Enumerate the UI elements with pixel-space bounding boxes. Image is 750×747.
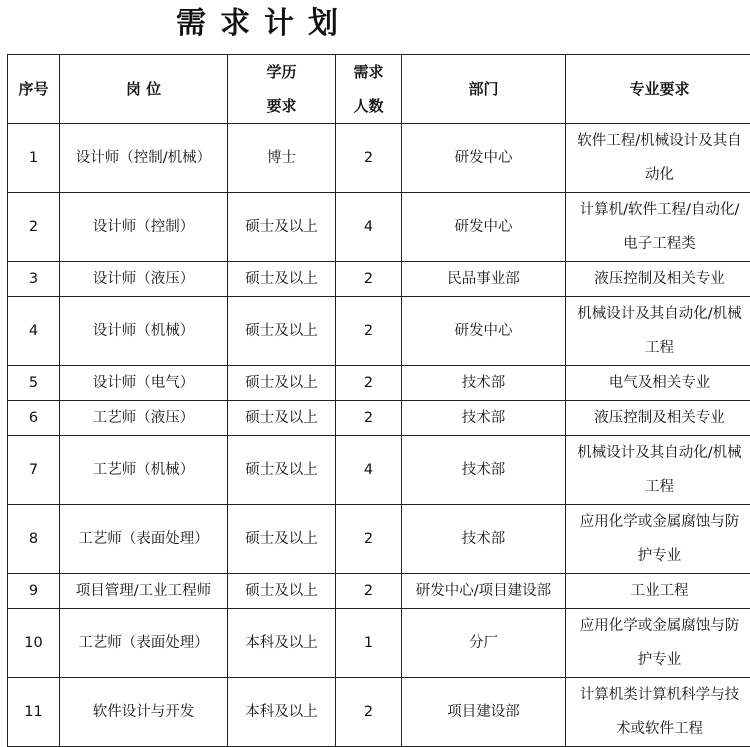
cell-major-line2: 护专业	[638, 548, 682, 564]
cell-position: 设计师（控制）	[60, 193, 228, 262]
cell-index: 6	[8, 401, 60, 436]
cell-position: 项目管理/工业工程师	[60, 574, 228, 609]
cell-index: 11	[8, 678, 60, 747]
header-demand-line2: 人数	[353, 97, 383, 115]
cell-department: 技术部	[402, 401, 566, 436]
header-row	[8, 55, 750, 124]
cell-education: 硕士及以上	[228, 505, 336, 574]
cell-education: 本科及以上	[228, 678, 336, 747]
cell-department: 民品事业部	[402, 262, 566, 297]
cell-major-line2: 工程	[645, 479, 674, 495]
cell-department: 技术部	[402, 436, 566, 505]
header-department: 部门	[402, 55, 566, 124]
cell-department: 技术部	[402, 366, 566, 401]
cell-major	[566, 609, 750, 678]
cell-major	[566, 505, 750, 574]
cell-position: 工艺师（机械）	[60, 436, 228, 505]
header-position: 岗 位	[60, 55, 228, 124]
cell-major-line1: 应用化学或金属腐蚀与防	[580, 618, 740, 634]
cell-department: 分厂	[402, 609, 566, 678]
cell-index: 8	[8, 505, 60, 574]
cell-education: 硕士及以上	[228, 262, 336, 297]
cell-major-line1: 计算机/软件工程/自动化/	[580, 202, 740, 218]
table-row	[8, 609, 750, 678]
cell-major-line1: 应用化学或金属腐蚀与防	[580, 514, 740, 530]
cell-demand: 4	[336, 193, 402, 262]
cell-demand: 2	[336, 574, 402, 609]
header-demand	[336, 55, 402, 124]
cell-department: 技术部	[402, 505, 566, 574]
cell-demand: 2	[336, 297, 402, 366]
table-row	[8, 505, 750, 574]
cell-major: 液压控制及相关专业	[566, 262, 750, 297]
header-education-line2: 要求	[266, 97, 296, 115]
cell-education: 硕士及以上	[228, 366, 336, 401]
cell-major-line2: 电子工程类	[623, 236, 696, 252]
cell-major: 电气及相关专业	[566, 366, 750, 401]
header-education	[228, 55, 336, 124]
cell-education: 本科及以上	[228, 609, 336, 678]
table-row	[8, 401, 750, 436]
cell-major-line1: 计算机类计算机科学与技	[580, 687, 740, 703]
cell-education: 硕士及以上	[228, 401, 336, 436]
table-row	[8, 124, 750, 193]
cell-education: 硕士及以上	[228, 574, 336, 609]
cell-major	[566, 124, 750, 193]
page-title: 需求计划	[176, 2, 352, 46]
cell-major-line1: 机械设计及其自动化/机械	[577, 445, 741, 461]
cell-position: 设计师（控制/机械）	[60, 124, 228, 193]
cell-demand: 2	[336, 366, 402, 401]
cell-demand: 2	[336, 678, 402, 747]
cell-major-line1: 机械设计及其自动化/机械	[577, 306, 741, 322]
cell-major-line2: 术或软件工程	[616, 721, 703, 737]
cell-major	[566, 436, 750, 505]
table-row	[8, 574, 750, 609]
cell-position: 设计师（机械）	[60, 297, 228, 366]
table-row	[8, 366, 750, 401]
header-education-line1: 学历	[266, 63, 296, 81]
cell-index: 4	[8, 297, 60, 366]
cell-position: 工艺师（表面处理）	[60, 609, 228, 678]
cell-department: 研发中心	[402, 193, 566, 262]
cell-index: 7	[8, 436, 60, 505]
cell-major	[566, 193, 750, 262]
cell-demand: 2	[336, 124, 402, 193]
table-row	[8, 436, 750, 505]
cell-demand: 4	[336, 436, 402, 505]
cell-demand: 1	[336, 609, 402, 678]
cell-demand: 2	[336, 401, 402, 436]
cell-education: 硕士及以上	[228, 436, 336, 505]
cell-department: 项目建设部	[402, 678, 566, 747]
header-index: 序号	[8, 55, 60, 124]
cell-major	[566, 678, 750, 747]
table-row	[8, 678, 750, 747]
cell-position: 软件设计与开发	[60, 678, 228, 747]
cell-education: 硕士及以上	[228, 193, 336, 262]
table-row	[8, 262, 750, 297]
cell-major: 工业工程	[566, 574, 750, 609]
cell-department: 研发中心	[402, 124, 566, 193]
table-row	[8, 297, 750, 366]
cell-major-line2: 护专业	[638, 652, 682, 668]
cell-education: 硕士及以上	[228, 297, 336, 366]
cell-index: 1	[8, 124, 60, 193]
header-major: 专业要求	[566, 55, 750, 124]
cell-major: 液压控制及相关专业	[566, 401, 750, 436]
cell-index: 2	[8, 193, 60, 262]
cell-position: 工艺师（表面处理）	[60, 505, 228, 574]
demand-plan-table	[7, 54, 750, 747]
cell-department: 研发中心	[402, 297, 566, 366]
cell-education: 博士	[228, 124, 336, 193]
cell-major-line2: 工程	[645, 340, 674, 356]
cell-department: 研发中心/项目建设部	[402, 574, 566, 609]
cell-major	[566, 297, 750, 366]
cell-position: 工艺师（液压）	[60, 401, 228, 436]
cell-index: 5	[8, 366, 60, 401]
cell-major-line2: 动化	[645, 167, 674, 183]
cell-position: 设计师（液压）	[60, 262, 228, 297]
cell-index: 10	[8, 609, 60, 678]
cell-major-line1: 软件工程/机械设计及其自	[577, 133, 741, 149]
cell-index: 3	[8, 262, 60, 297]
table-row	[8, 193, 750, 262]
cell-demand: 2	[336, 262, 402, 297]
cell-demand: 2	[336, 505, 402, 574]
cell-index: 9	[8, 574, 60, 609]
header-demand-line1: 需求	[353, 63, 383, 81]
cell-position: 设计师（电气）	[60, 366, 228, 401]
